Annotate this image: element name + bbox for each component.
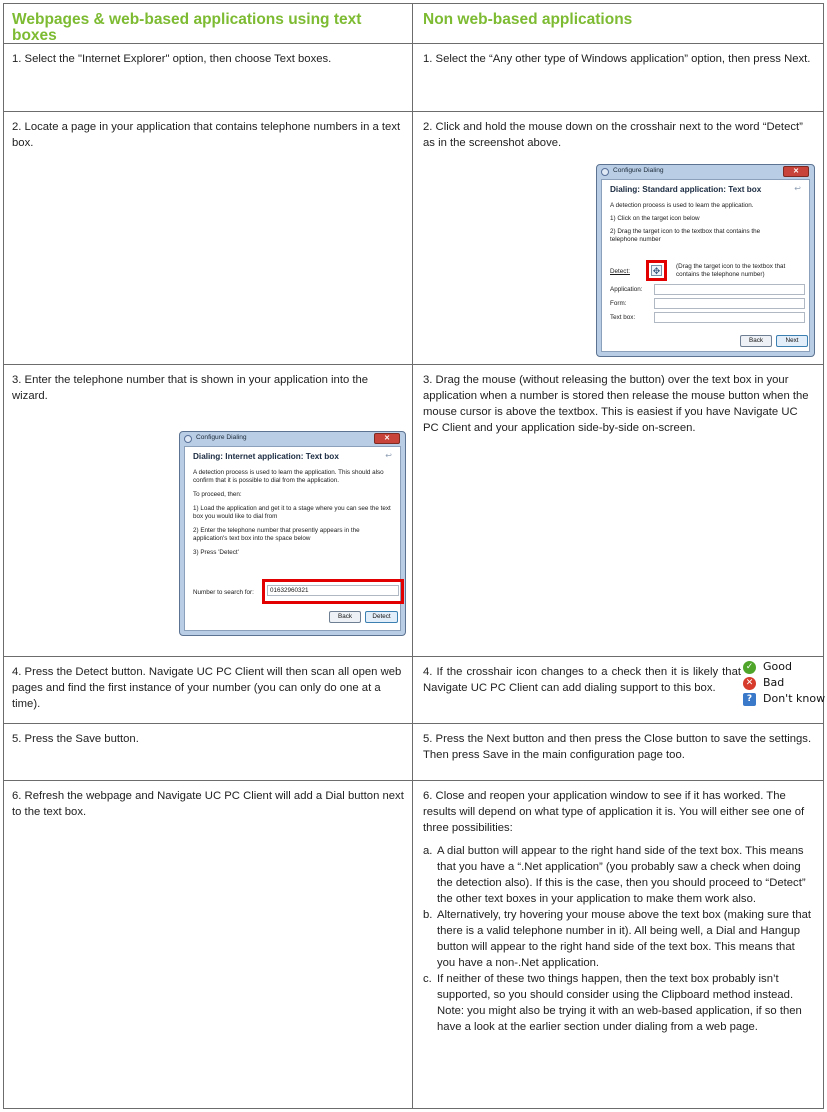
step-text: 3. Drag the mouse (without releasing the button) over the text box in your application when a number is stored then release the mouse button when the mouse cursor is above the textbox. This is easiest if you have Navigate UC PC Client and your application side-by-side on-screen.: [423, 374, 809, 435]
step-text: 4. Press the Detect button. Navigate UC PC Client will then scan all open web pages and find the first instance of your number (you can only do one at a time).: [12, 666, 402, 711]
dialog-line: 3) Press 'Detect': [193, 549, 239, 556]
step-text: 5. Press the Next button and then press the Close button to save the settings. Then press Save in the main configuration page too.: [423, 733, 812, 762]
legend-item-bad: [743, 675, 825, 691]
dialog-titlebar: [180, 432, 405, 446]
form-field: [654, 298, 805, 309]
step-4-non-web: [413, 657, 826, 723]
step-6-non-web: [413, 781, 823, 1108]
detect-label: Detect:: [610, 268, 630, 275]
step-text: 5. Press the Save button.: [12, 733, 139, 745]
legend-label: Good: [763, 660, 792, 673]
number-field: [267, 585, 399, 596]
textbox-label: Text box:: [610, 314, 636, 321]
table-row: [4, 365, 823, 657]
header-non-web-apps: Non web-based applications: [423, 11, 633, 28]
list-item: [423, 843, 815, 907]
detect-button: Detect: [365, 611, 398, 623]
dialog-titlebar: [597, 165, 814, 179]
dialog-line: 2) Drag the target icon to the textbox that contains the telephone number: [610, 228, 761, 244]
table-row: [4, 724, 823, 781]
number-value: 01632960321: [270, 587, 309, 594]
step-text: 2. Click and hold the mouse down on the crosshair next to the word “Detect” as in the screenshot above.: [423, 121, 803, 150]
table-row: [4, 781, 823, 1108]
configure-dialing-icon: [184, 435, 192, 443]
back-arrow-icon: ↩: [385, 451, 392, 460]
internet-textbox-dialog-screenshot: [179, 431, 406, 636]
check-circle-icon: ✓: [743, 661, 756, 674]
close-icon: ✕: [374, 433, 400, 444]
step-4-web: [4, 657, 413, 723]
instructions-table: [3, 3, 824, 1109]
cross-circle-icon: ✕: [743, 677, 756, 690]
list-marker: c.: [423, 973, 432, 986]
step-2-non-web: [413, 112, 823, 364]
dialog-line: 1) Load the application and get it to a stage where you can see the text box you would like to dial from: [193, 505, 391, 521]
crosshair-target-icon: ✥: [652, 266, 661, 276]
dialog-line: 2) Enter the telephone number that presently appears in the application's text box into the space below: [193, 527, 360, 543]
step-text: 3. Enter the telephone number that is shown in your application into the wizard.: [12, 374, 369, 403]
dialog-window-title: Configure Dialing: [613, 167, 664, 174]
dialog-heading: Dialing: Internet application: Text box: [193, 452, 339, 461]
list-item-text: A dial button will appear to the right hand side of the text box. This means that you have a “.Net application” (you probably saw a check when doing the detection also). If this is the case, then you should proceed to “Detect” the other text boxes in your application to make them work also.: [437, 845, 806, 906]
list-item: [423, 971, 815, 1035]
step-text: 1. Select the "Internet Explorer" option, then choose Text boxes.: [12, 53, 332, 65]
step-5-web: [4, 724, 413, 780]
back-button: Back: [329, 611, 361, 623]
dialog-heading: Dialing: Standard application: Text box: [610, 185, 762, 194]
table-row: [4, 44, 823, 112]
step-1-non-web: [413, 44, 823, 111]
question-icon: ?: [743, 693, 756, 706]
dialog-line: A detection process is used to learn the application. This should also confirm that it is possible to dial from the application.: [193, 469, 384, 485]
back-button: Back: [740, 335, 772, 347]
dialog-line: A detection process is used to learn the application.: [610, 202, 754, 209]
step-5-non-web: [413, 724, 823, 780]
table-row: [4, 657, 826, 724]
step-1-web: [4, 44, 413, 111]
list-marker: b.: [423, 909, 433, 922]
legend-item-dont-know: [743, 691, 825, 707]
detect-hint: (Drag the target icon to the textbox that contains the telephone number): [676, 263, 786, 279]
dialog-line: 1) Click on the target icon below: [610, 215, 700, 222]
step-text: 6. Refresh the webpage and Navigate UC PC Client will add a Dial button next to the text box.: [12, 790, 404, 819]
dialog-body: [601, 179, 810, 352]
table-row: [4, 112, 823, 365]
step-text: 2. Locate a page in your application that contains telephone numbers in a text box.: [12, 121, 401, 150]
step-6-web: [4, 781, 413, 1108]
dialog-body: [184, 446, 401, 631]
configure-dialing-icon: [601, 168, 609, 176]
standard-textbox-dialog-screenshot: [596, 164, 815, 357]
legend-label: Don't know: [763, 692, 826, 705]
form-label: Form:: [610, 300, 627, 307]
application-field: [654, 284, 805, 295]
header-web-apps: Webpages & web-based applications using text boxes: [4, 4, 413, 43]
list-item: [423, 907, 815, 971]
close-icon: ✕: [783, 166, 809, 177]
legend-item-good: [743, 659, 825, 675]
back-arrow-icon: ↩: [794, 184, 801, 193]
application-label: Application:: [610, 286, 643, 293]
step-3-web: [4, 365, 413, 656]
list-item-text: If neither of these two things happen, then the text box probably isn’t supported, so you should consider using the Clipboard method instead. Note: you might also be trying it with an web-based application, if so then have a look at the earlier section under dialing from a web page.: [437, 973, 802, 1034]
detection-result-legend: [743, 659, 825, 707]
step-text: 1. Select the “Any other type of Windows application” option, then press Next.: [423, 53, 811, 65]
table-header-row: [4, 4, 823, 44]
number-label: Number to search for:: [193, 589, 254, 596]
possibilities-list: [423, 843, 815, 1035]
step-2-web: [4, 112, 413, 364]
step-3-non-web: [413, 365, 823, 656]
step-text: 4. If the crosshair icon changes to a check then it is likely that Navigate UC PC Client can add dialing support to this box.: [423, 666, 741, 695]
next-button: Next: [776, 335, 808, 347]
list-marker: a.: [423, 845, 433, 858]
dialog-line: To proceed, then:: [193, 491, 242, 498]
textbox-field: [654, 312, 805, 323]
step-text: 6. Close and reopen your application window to see if it has worked. The results will depend on what type of application it is. You will either see one of three possibilities:: [423, 790, 805, 835]
list-item-text: Alternatively, try hovering your mouse above the text box (making sure that there is a valid telephone number in it). All being well, a Dial and Hangup button will appear to the right hand side of the text box. This means that you have a non-.Net application.: [437, 909, 812, 970]
legend-label: Bad: [763, 676, 785, 689]
dialog-window-title: Configure Dialing: [196, 434, 247, 441]
